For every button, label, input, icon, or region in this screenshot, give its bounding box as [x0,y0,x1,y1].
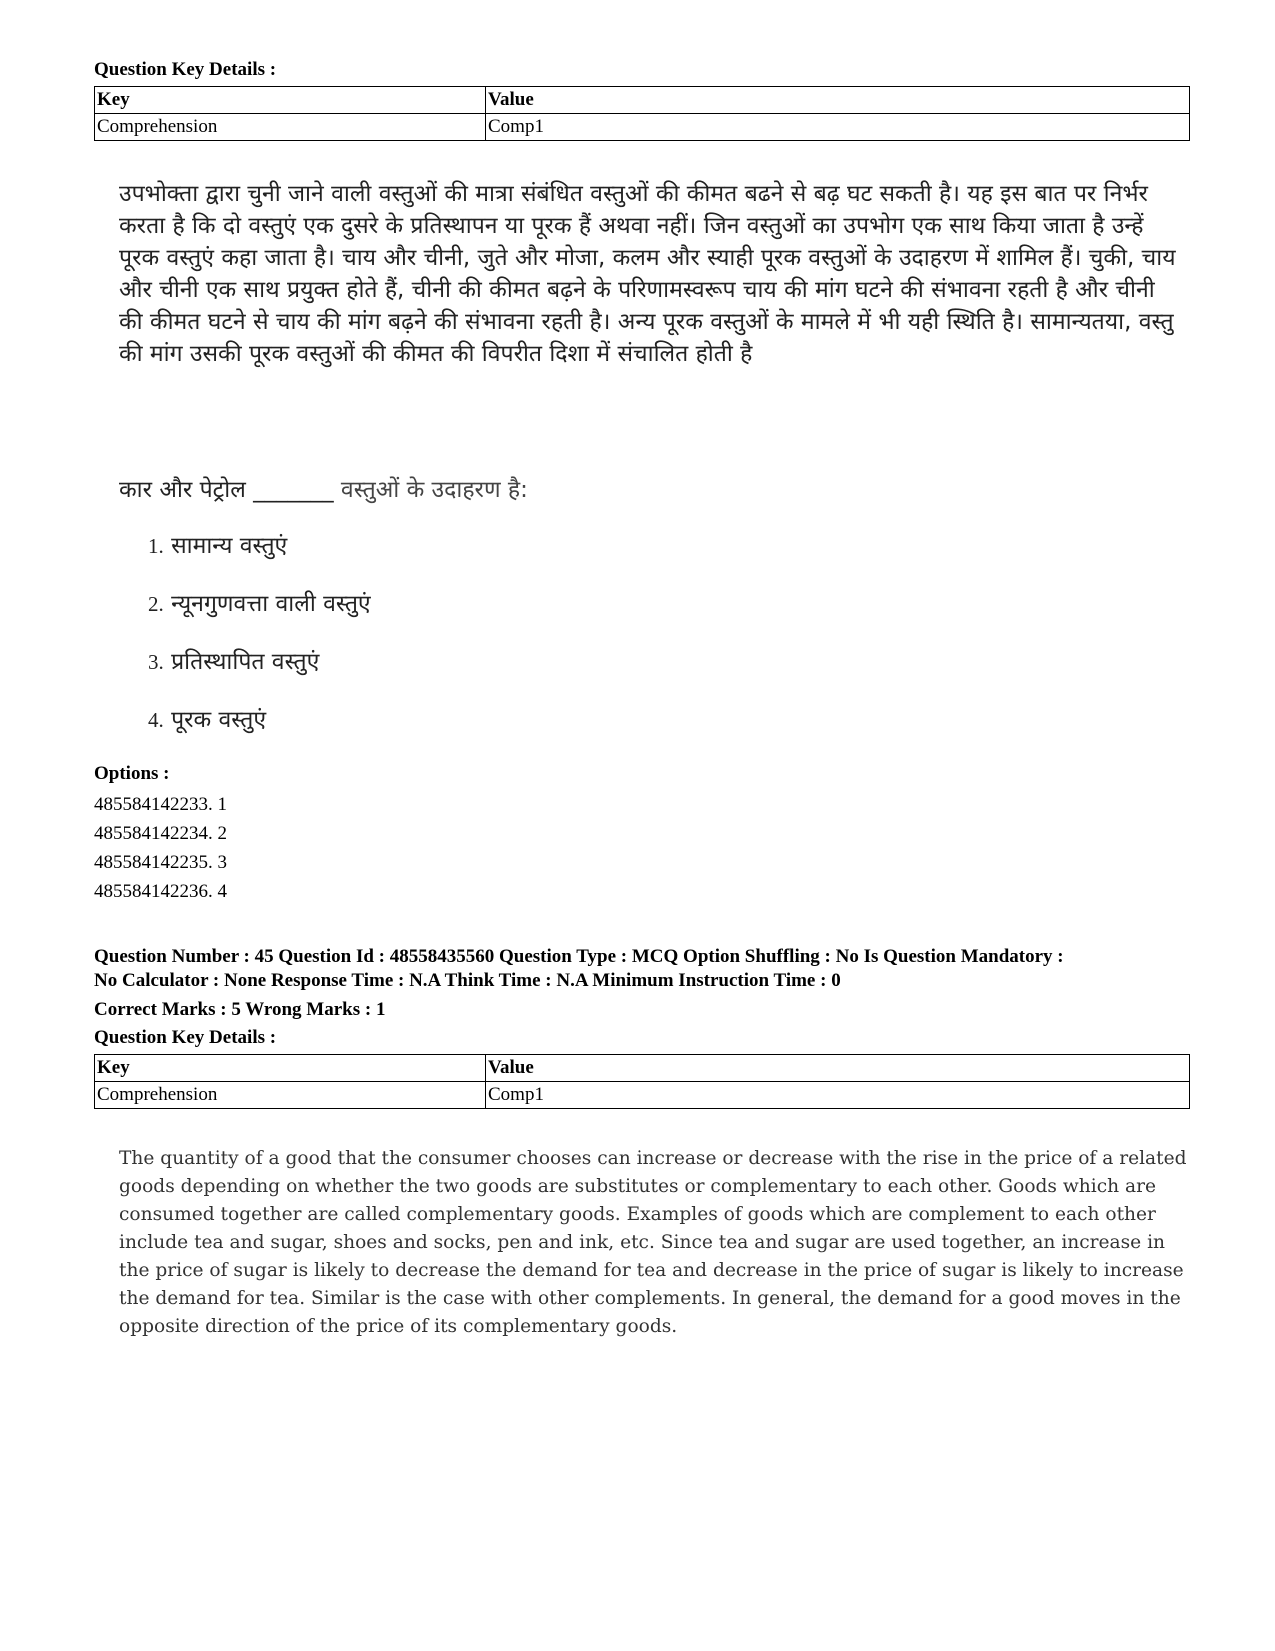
table-header-row [95,87,1190,114]
question-meta-line-1: Question Number : 45 Question Id : 48558435560 Question Type : MCQ Option Shuffling : No Is Question Mandatory : [94,946,1064,967]
table-cell-value: Comp1 [486,114,1190,141]
table-header-value: Value [486,87,1190,114]
key-details-heading: Question Key Details : [94,59,277,80]
key-details-table [94,1054,1190,1109]
choice-text: न्यूनगुणवत्ता वाली वस्तुएं [171,591,371,617]
choice-text: पूरक वस्तुएं [171,707,267,733]
key-details-table [94,86,1190,141]
list-item [148,704,371,762]
table-cell-key: Comprehension [95,1082,486,1109]
question-prefix: कार और पेट्रोल [119,477,254,503]
list-item [148,646,371,704]
choice-text: प्रतिस्थापित वस्तुएं [171,649,320,675]
question-suffix: वस्तुओं के उदाहरण है: [333,477,528,503]
choice-number: 4. [148,708,164,732]
question-blank: _______ [253,477,334,503]
list-item [148,530,371,588]
option-item: 485584142233. 1 [94,794,227,815]
options-heading: Options : [94,763,170,784]
hindi-comprehension-passage: उपभोक्ता द्वारा चुनी जाने वाली वस्तुओं की मात्रा संबंधित वस्तुओं की कीमत बढने से बढ़ घट सकती है। यह इस बात पर निर्भर करता है कि दो वस्तुएं एक दुसरे के प्रतिस्थापन या पूरक हैं अथवा नहीं। जिन वस्तुओं का उपभोग एक साथ किया जाता है उन्हें पूरक वस्तुएं कहा जाता है। चाय और चीनी, जुते और मोजा, कलम और स्याही पूरक वस्तुओं के उदाहरण में शामिल हैं। चुकी, चाय और चीनी एक साथ प्रयुक्त होते हैं, चीनी की कीमत बढ़ने के परिणामस्वरूप चाय की मांग घटने की संभावना रहती है और चीनी की कीमत घटने से चाय की मांग बढ़ने की संभावना रहती है। अन्य पूरक वस्तुओं के मामले में भी यही स्थिति है। सामान्यतया, वस्तु की मांग उसकी पूरक वस्तुओं की कीमत की विपरीत दिशा में संचालित होती है [119,181,1176,367]
table-row [95,1082,1190,1109]
choice-number: 3. [148,650,164,674]
choice-text: सामान्य वस्तुएं [171,533,288,559]
list-item [148,588,371,646]
option-item: 485584142236. 4 [94,881,227,902]
table-header-key: Key [95,1055,486,1082]
hindi-question-text [119,474,528,506]
table-header-row [95,1055,1190,1082]
question-meta-line-2: No Calculator : None Response Time : N.A Think Time : N.A Minimum Instruction Time : 0 [94,970,841,991]
option-item: 485584142234. 2 [94,823,227,844]
options-list [94,793,227,909]
table-cell-value: Comp1 [486,1082,1190,1109]
key-details-heading: Question Key Details : [94,1027,277,1048]
choice-number: 2. [148,592,164,616]
table-row [95,114,1190,141]
table-cell-key: Comprehension [95,114,486,141]
english-comprehension-passage: The quantity of a good that the consumer chooses can increase or decrease with the rise in the price of a related goods depending on whether the two goods are substitutes or complementary to each other. Goods which are consumed together are called complementary goods. Examples of goods which are complement to each other include tea and sugar, shoes and socks, pen and ink, etc. Since tea and sugar are used together, an increase in the price of sugar is likely to decrease the demand for tea and decrease in the price of sugar is likely to increase the demand for tea. Similar is the case with other complements. In general, the demand for a good moves in the opposite direction of the price of its complementary goods. [119,1148,1187,1337]
option-item: 485584142235. 3 [94,852,227,873]
table-header-key: Key [95,87,486,114]
choice-number: 1. [148,534,164,558]
table-header-value: Value [486,1055,1190,1082]
hindi-choice-list [148,530,371,762]
marks-line: Correct Marks : 5 Wrong Marks : 1 [94,999,386,1020]
